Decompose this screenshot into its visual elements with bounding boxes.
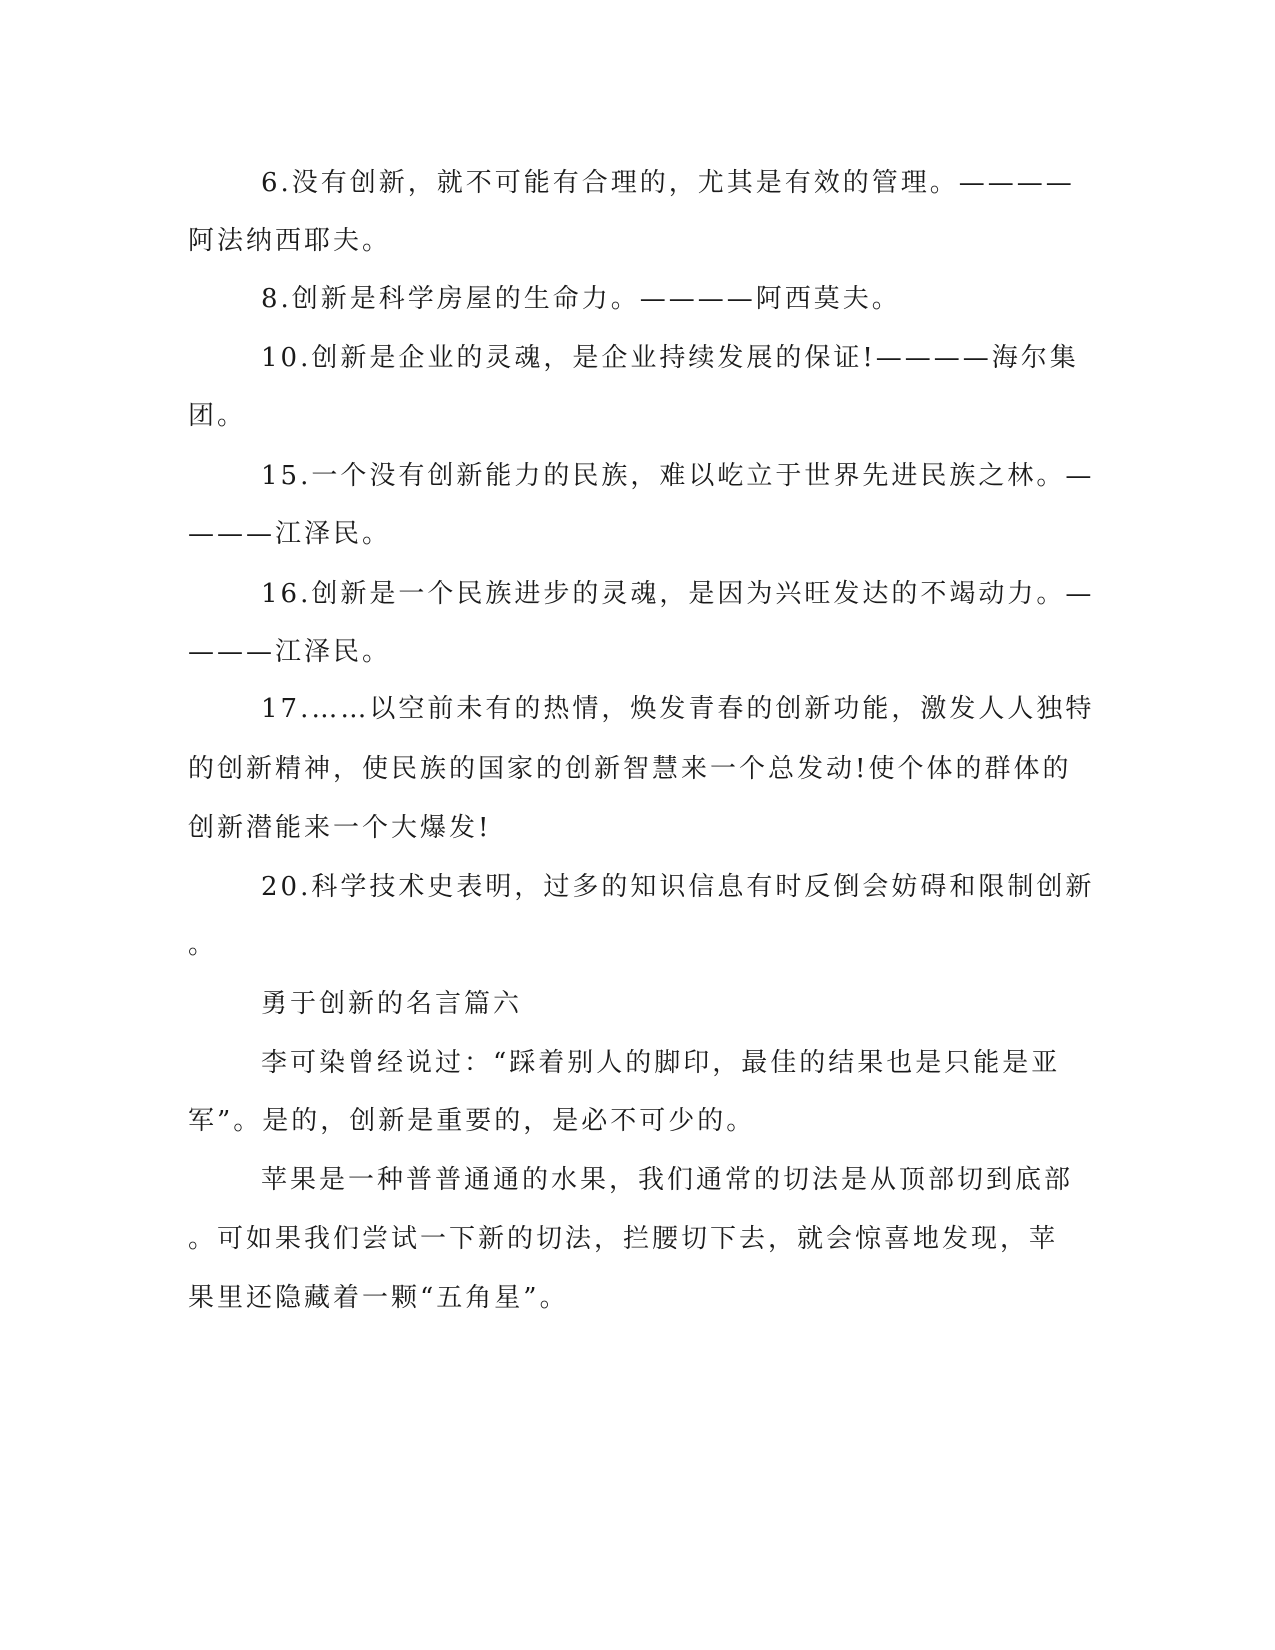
quote-6-line-2: 阿法纳西耶夫。 [188,226,392,256]
quote-15-line-1: 15.一个没有创新能力的民族，难以屹立于世界先进民族之林。— [261,461,1095,491]
quote-16-line-1: 16.创新是一个民族进步的灵魂，是因为兴旺发达的不竭动力。— [261,579,1095,609]
paragraph-1-line-1: 李可染曾经说过：“踩着别人的脚印，最佳的结果也是只能是亚 [261,1048,1061,1078]
quote-20-line-2: 。 [188,930,218,960]
quote-16-line-2: ———江泽民。 [188,637,392,667]
paragraph-2-line-1: 苹果是一种普普通通的水果，我们通常的切法是从顶部切到底部 [261,1165,1074,1195]
quote-10-line-1: 10.创新是企业的灵魂，是企业持续发展的保证!————海尔集 [261,343,1079,373]
quote-8: 8.创新是科学房屋的生命力。————阿西莫夫。 [261,284,901,314]
quote-17-line-2: 的创新精神，使民族的国家的创新智慧来一个总发动!使个体的群体的 [188,754,1072,784]
quote-20-line-1: 20.科学技术史表明，过多的知识信息有时反倒会妨碍和限制创新 [261,872,1095,902]
paragraph-2-line-3: 果里还隐藏着一颗“五角星”。 [188,1283,569,1313]
quote-17-line-1: 17.……以空前未有的热情，焕发青春的创新功能，激发人人独特 [261,694,1095,724]
paragraph-2-line-2: 。可如果我们尝试一下新的切法，拦腰切下去，就会惊喜地发现，苹 [188,1224,1059,1254]
paragraph-1-line-2: 军”。是的，创新是重要的，是必不可少的。 [188,1106,756,1136]
quote-10-line-2: 团。 [188,401,247,431]
section-heading: 勇于创新的名言篇六 [261,989,523,1019]
quote-15-line-2: ———江泽民。 [188,519,392,549]
quote-6-line-1: 6.没有创新，就不可能有合理的，尤其是有效的管理。———— [261,168,1075,198]
quote-17-line-3: 创新潜能来一个大爆发! [188,813,492,843]
